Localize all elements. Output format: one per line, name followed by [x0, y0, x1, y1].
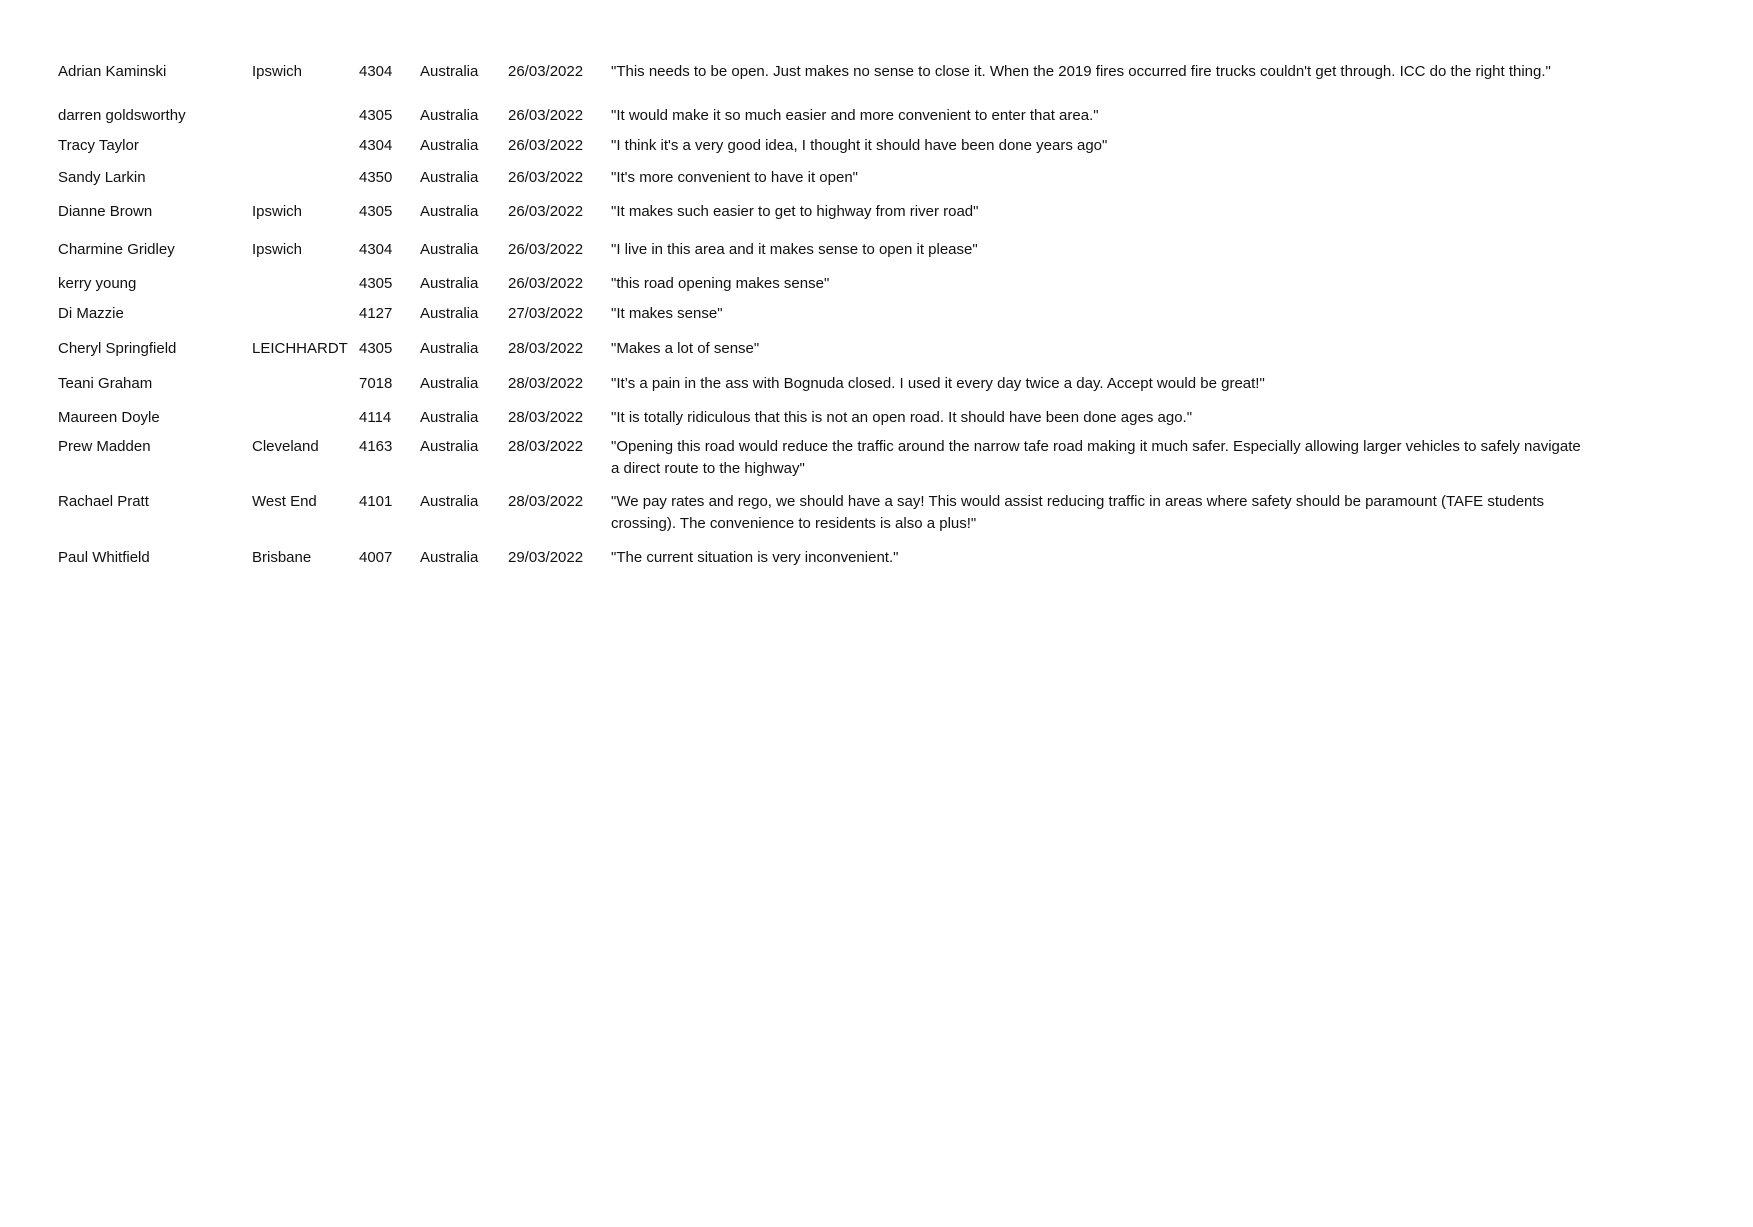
signer-country: Australia [420, 438, 479, 455]
signer-city: Ipswich [252, 63, 303, 80]
signed-date: 26/03/2022 [508, 107, 584, 124]
signer-city: Ipswich [252, 241, 303, 258]
signer-comment: "It is totally ridiculous that this is not an open road. It should have been done ages ago." [611, 409, 1193, 426]
signer-postcode: 4127 [359, 305, 393, 322]
signer-country: Australia [420, 203, 479, 220]
signer-comment: "It’s a pain in the ass with Bognuda closed. I used it every day twice a day. Accept would be great!" [611, 375, 1265, 392]
signer-comment: "I live in this area and it makes sense to open it please" [611, 241, 978, 258]
signer-country: Australia [420, 275, 479, 292]
signer-city: Ipswich [252, 203, 303, 220]
signer-name: Dianne Brown [58, 203, 153, 220]
signer-name: Di Mazzie [58, 305, 124, 322]
signer-comment: "We pay rates and rego, we should have a say! This would assist reducing traffic in areas where safety should be paramount (TAFE students crossing). The convenience to residents is also a plus!" [611, 493, 1545, 532]
signed-date: 26/03/2022 [508, 63, 584, 80]
signer-country: Australia [420, 549, 479, 566]
signer-country: Australia [420, 409, 479, 426]
signer-postcode: 4163 [359, 438, 393, 455]
signer-country: Australia [420, 169, 479, 186]
signer-name: Adrian Kaminski [58, 63, 167, 80]
signer-name: darren goldsworthy [58, 107, 186, 124]
signer-comment: "this road opening makes sense" [611, 275, 830, 292]
signed-date: 26/03/2022 [508, 241, 584, 258]
signer-country: Australia [420, 107, 479, 124]
signed-date: 28/03/2022 [508, 375, 584, 392]
signer-comment: "I think it's a very good idea, I thought it should have been done years ago" [611, 137, 1108, 154]
signer-postcode: 4007 [359, 549, 393, 566]
signed-date: 29/03/2022 [508, 549, 584, 566]
signed-date: 28/03/2022 [508, 409, 584, 426]
signer-country: Australia [420, 241, 479, 258]
signer-comment: "This needs to be open. Just makes no sense to close it. When the 2019 fires occurred fire trucks couldn't get through. ICC do the right thing." [611, 63, 1551, 80]
signed-date: 26/03/2022 [508, 137, 584, 154]
signer-country: Australia [420, 305, 479, 322]
signer-name: Maureen Doyle [58, 409, 160, 426]
signed-date: 28/03/2022 [508, 340, 584, 357]
signer-country: Australia [420, 375, 479, 392]
signed-date: 28/03/2022 [508, 438, 584, 455]
signer-comment: "The current situation is very inconvenient." [611, 549, 899, 566]
signer-name: kerry young [58, 275, 137, 292]
signer-city: LEICHHARDT [252, 340, 348, 357]
signer-comment: "It makes sense" [611, 305, 723, 322]
signer-postcode: 4305 [359, 275, 393, 292]
signer-postcode: 4305 [359, 340, 393, 357]
signer-name: Rachael Pratt [58, 493, 149, 510]
signed-date: 28/03/2022 [508, 493, 584, 510]
signer-name: Tracy Taylor [58, 137, 139, 154]
signer-country: Australia [420, 137, 479, 154]
signed-date: 27/03/2022 [508, 305, 584, 322]
signer-country: Australia [420, 493, 479, 510]
signer-postcode: 4101 [359, 493, 393, 510]
signer-name: Teani Graham [58, 375, 153, 392]
signer-postcode: 7018 [359, 375, 393, 392]
signer-postcode: 4304 [359, 63, 393, 80]
signer-postcode: 4350 [359, 169, 393, 186]
signer-postcode: 4305 [359, 203, 393, 220]
signer-name: Sandy Larkin [58, 169, 146, 186]
signer-city: West End [252, 493, 317, 510]
signer-city: Brisbane [252, 549, 312, 566]
signed-date: 26/03/2022 [508, 203, 584, 220]
signer-name: Charmine Gridley [58, 241, 175, 258]
signed-date: 26/03/2022 [508, 275, 584, 292]
signer-postcode: 4305 [359, 107, 393, 124]
signed-date: 26/03/2022 [508, 169, 584, 186]
signer-comment: "It's more convenient to have it open" [611, 169, 858, 186]
signer-name: Cheryl Springfield [58, 340, 177, 357]
signer-comment: "Makes a lot of sense" [611, 340, 760, 357]
signer-postcode: 4304 [359, 241, 393, 258]
signer-comment: "It would make it so much easier and more convenient to enter that area." [611, 107, 1099, 124]
signer-country: Australia [420, 340, 479, 357]
signer-city: Cleveland [252, 438, 319, 455]
signer-name: Paul Whitfield [58, 549, 150, 566]
signer-country: Australia [420, 63, 479, 80]
signer-comment: "It makes such easier to get to highway from river road" [611, 203, 979, 220]
signer-name: Prew Madden [58, 438, 151, 455]
signer-postcode: 4114 [359, 409, 392, 426]
signer-postcode: 4304 [359, 137, 393, 154]
signer-comment: "Opening this road would reduce the traffic around the narrow tafe road making it much safer. Especially allowing larger vehicles to safely navigate a direct route to the highway" [611, 438, 1581, 477]
